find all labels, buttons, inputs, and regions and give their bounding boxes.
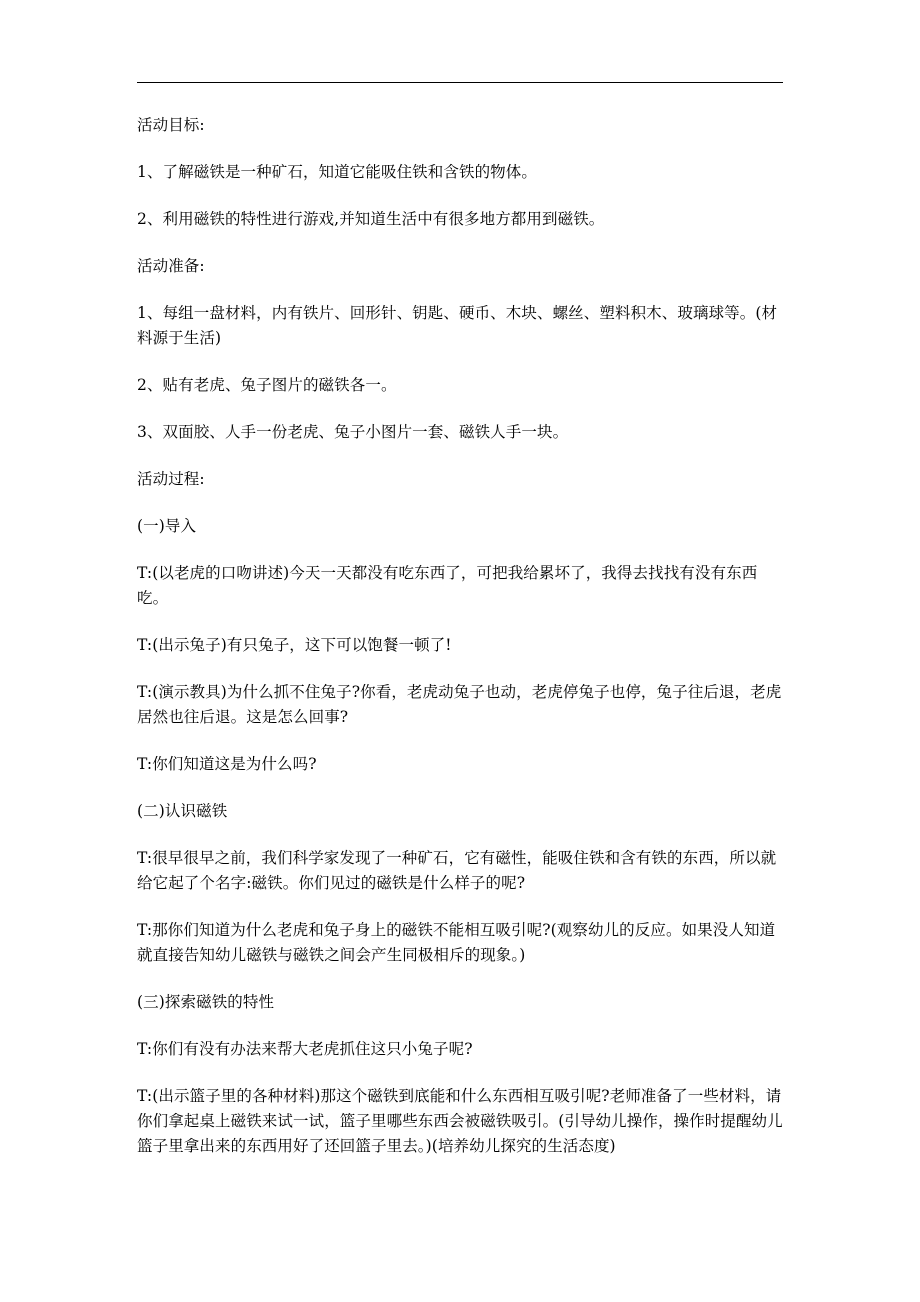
goal-item-2: 2、利用磁铁的特性进行游戏,并知道生活中有很多地方都用到磁铁。 [137,210,605,228]
heading-activity-goals: 活动目标: [137,116,205,134]
heading-activity-preparation: 活动准备: [137,257,205,275]
goal-item-1: 1、了解磁铁是一种矿石，知道它能吸住铁和含铁的物体。 [137,163,537,181]
dialogue-line: T:(以老虎的口吻讲述)今天一天都没有吃东西了，可把我给累坏了，我得去找找有没有东西吃。 [137,564,758,607]
dialogue-line: T:(演示教具)为什么抓不住兔子?你看，老虎动兔子也动，老虎停兔子也停，兔子往后退，老虎居然也往后退。这是怎么回事? [137,683,782,726]
header-rule [137,82,783,83]
preparation-item-1: 1、每组一盘材料，内有铁片、回形针、钥匙、硬币、木块、螺丝、塑料积木、玻璃球等。(材料源于生活) [137,304,778,347]
dialogue-line: T:你们知道这是为什么吗? [137,755,317,773]
dialogue-line: T:(出示兔子)有只兔子，这下可以饱餐一顿了! [137,636,452,654]
document-body [137,113,785,1181]
preparation-item-3: 3、双面胶、人手一份老虎、兔子小图片一套、磁铁人手一块。 [137,423,569,441]
dialogue-line: T:(出示篮子里的各种材料)那这个磁铁到底能和什么东西相互吸引呢?老师准备了一些材料，请你们拿起桌上磁铁来试一试，篮子里哪些东西会被磁铁吸引。(引导幼儿操作，操作时提醒幼儿篮子里拿出来的东西用好了还回篮子里去。)(培养幼儿探究的生活态度) [137,1087,783,1155]
section-know-magnets: (二)认识磁铁 [137,802,228,820]
preparation-item-2: 2、贴有老虎、兔子图片的磁铁各一。 [137,376,397,394]
heading-activity-process: 活动过程: [137,470,205,488]
dialogue-line: T:那你们知道为什么老虎和兔子身上的磁铁不能相互吸引呢?(观察幼儿的反应。如果没人知道就直接告知幼儿磁铁与磁铁之间会产生同极相斥的现象。) [137,921,776,964]
section-introduction: (一)导入 [137,517,197,535]
dialogue-line: T:你们有没有办法来帮大老虎抓住这只小兔子呢? [137,1040,473,1058]
section-explore-properties: (三)探索磁铁的特性 [137,993,275,1011]
dialogue-line: T:很早很早之前，我们科学家发现了一种矿石，它有磁性，能吸住铁和含有铁的东西，所以就给它起了个名字:磁铁。你们见过的磁铁是什么样子的呢? [137,849,777,892]
